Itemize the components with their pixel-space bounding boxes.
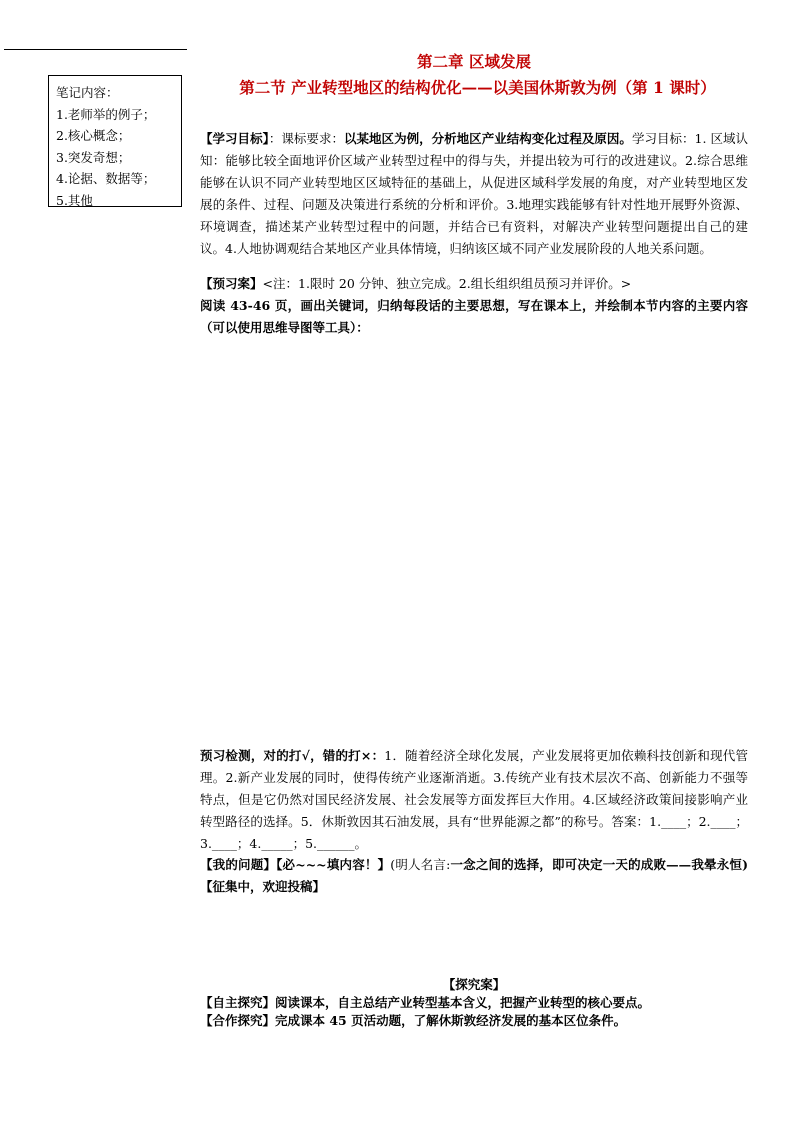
header-rule bbox=[4, 49, 187, 50]
question-tail: 【征集中，欢迎投稿】 bbox=[200, 879, 326, 894]
chapter-title: 第二章 区域发展 bbox=[417, 52, 531, 71]
question-label: 【我的问题】【必~~~填内容！】 bbox=[200, 857, 391, 872]
notes-item: 5.其他 bbox=[56, 192, 93, 208]
objectives-paragraph bbox=[200, 128, 748, 260]
question-quote-lead: (明人名言: bbox=[390, 857, 451, 872]
preview-paragraph bbox=[200, 273, 748, 295]
objectives-lead: ：课标要求： bbox=[268, 131, 344, 146]
objectives-text: 学习目标：1. 区域认知：能够比较全面地评价区域产业转型过程中的得与失，并提出较为可行的改进建议。2.综合思维能够在认识不同产业转型地区区域特征的基础上，从促进区域科学发展的角度，对产业转型地区发展的条件、过程、问题及决策进行系统的分析和评价。3.地理实践能够有针对性地开展野外资源、环境调查，描述某产业转型过程中的问题，并结合已有资料，对解决产业转型问题提出自己的建议。4.人地协调观结合某地区产业具体情境，归纳该区域不同产业发展阶段的人地关系问题。 bbox=[200, 131, 748, 256]
notes-item: 3.突发奇想； bbox=[56, 149, 131, 165]
objectives-label: 【学习目标】 bbox=[200, 131, 269, 146]
notes-box bbox=[48, 75, 182, 207]
check-paragraph bbox=[200, 745, 748, 855]
check-lead: 预习检测，对的打√，错的打×： bbox=[200, 748, 385, 763]
check-text: 1．随着经济全球化发展，产业发展将更加依赖科技创新和现代管理。2.新产业发展的同时，使得传统产业逐渐消逝。3.传统产业有技术层次不高、创新能力不强等特点，但是它仍然对国民经济发展、社会发展等方面发挥巨大作用。4.区域经济政策间接影响产业转型路径的选择。5．休斯敦因其石油发展，具有“世界能源之都”的称号。答案：1.____；2.____；3.____；4._____；5.______。 bbox=[200, 748, 748, 851]
explore-title: 【探究案】 bbox=[442, 977, 506, 992]
question-quote: 一念之间的选择，即可决定一天的成败——我晕永恒) bbox=[450, 857, 749, 872]
preview-label: 【预习案】 bbox=[200, 276, 263, 291]
objectives-requirement: 以某地区为例，分析地区产业结构变化过程及原因。 bbox=[344, 131, 632, 146]
section-title: 第二节 产业转型地区的结构优化——以美国休斯敦为例（第 1 课时） bbox=[239, 78, 716, 97]
notes-title: 笔记内容： bbox=[56, 85, 119, 100]
notes-item: 1.老师举的例子； bbox=[56, 106, 156, 122]
question-paragraph bbox=[200, 854, 748, 898]
notes-item: 2.核心概念； bbox=[56, 128, 131, 143]
explore-coop: 【合作探究】完成课本 45 页活动题，了解休斯敦经济发展的基本区位条件。 bbox=[200, 1013, 627, 1028]
preview-instruction: 阅读 43-46 页，画出关键词，归纳每段话的主要思想，写在课本上，并绘制本节内容的主要内容（可以使用思维导图等工具）： bbox=[200, 298, 748, 335]
explore-self: 【自主探究】阅读课本，自主总结产业转型基本含义，把握产业转型的核心要点。 bbox=[200, 995, 651, 1010]
preview-note: <注：1.限时 20 分钟、独立完成。2.组长组织组员预习并评价。> bbox=[262, 276, 632, 291]
notes-item: 4.论据、数据等； bbox=[56, 171, 156, 186]
